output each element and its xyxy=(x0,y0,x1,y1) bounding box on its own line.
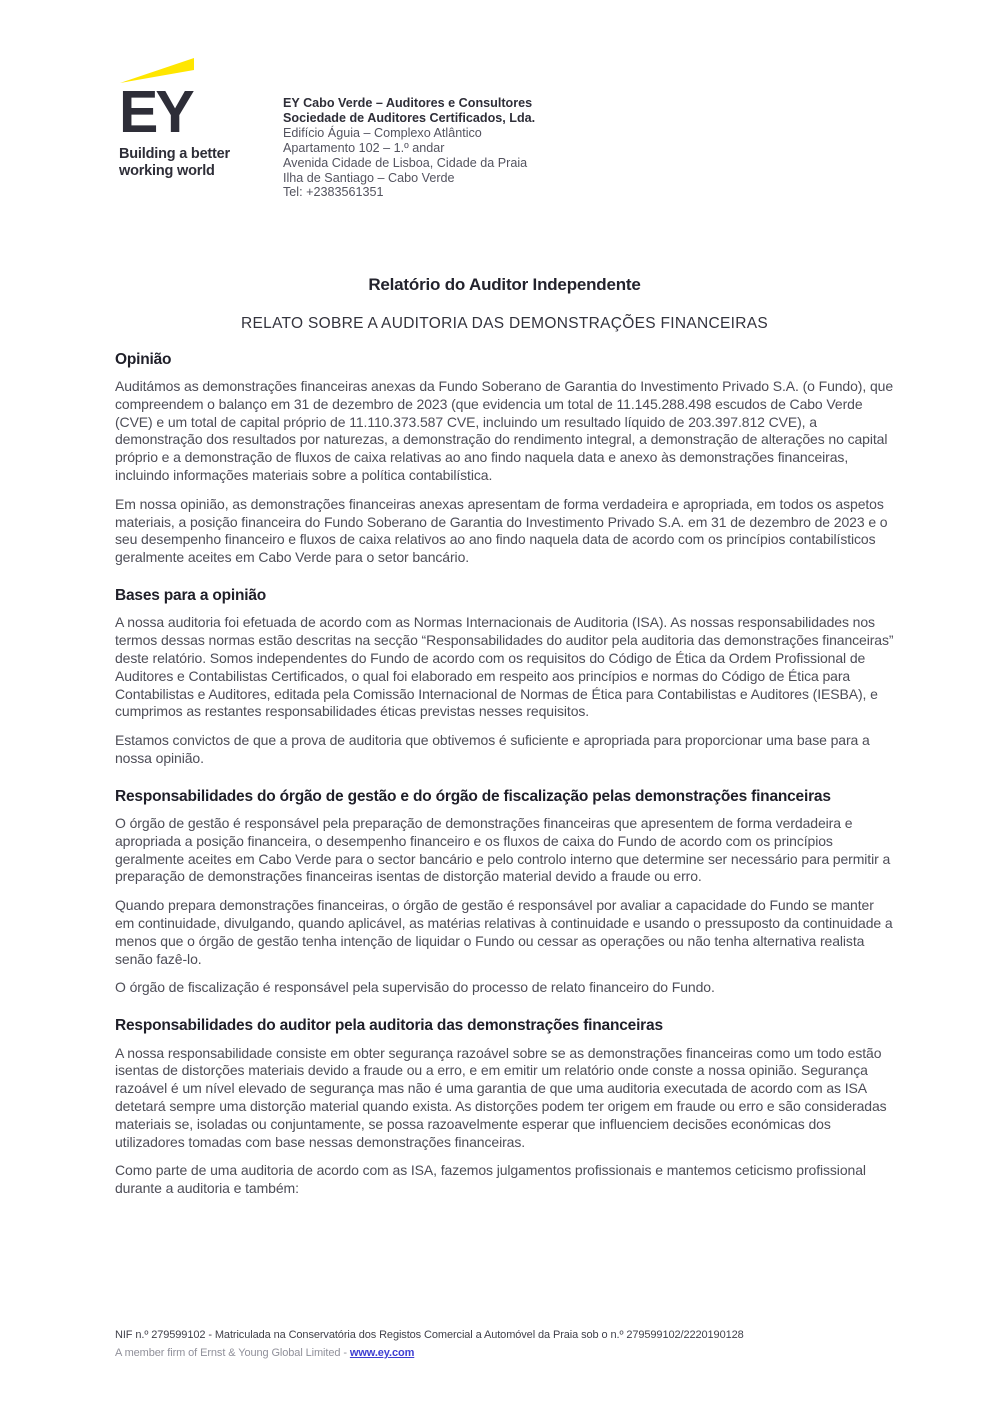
section-responsabilidades-gestao xyxy=(115,787,894,998)
section-bases-opiniao xyxy=(115,586,894,768)
address-line-street: Avenida Cidade de Lisboa, Cidade da Praia xyxy=(283,155,528,170)
member-firm-text: A member firm of Ernst & Young Global Limited - xyxy=(115,1347,350,1359)
ey-website-link[interactable]: www.ey.com xyxy=(349,1347,415,1359)
member-firm-line xyxy=(115,1347,895,1359)
paragraph: Auditámos as demonstrações financeiras anexas da Fundo Soberano de Garantia do Investimento Privado S.A. (o Fundo), que compreendem o balanço em 31 de dezembro de 2023 (que evidencia um total de 11.145.288.498 escudos de Cabo Verde (CVE) e um total de capital próprio de 11.110.373.587 CVE, incluindo um resultado líquido de 203.397.812 CVE), a demonstração dos resultados por naturezas, a demonstração do rendimento integral, a demonstração de alterações no capital próprio e a demonstração de fluxos de caixa relativas ao ano findo naquela data e anexo às demonstrações financeiras, incluindo informações materiais sobre a política contabilística. xyxy=(115,377,894,483)
ey-logo-tagline xyxy=(119,146,279,180)
section-heading: Responsabilidades do órgão de gestão e do órgão de fiscalização pelas demonstrações financeiras xyxy=(115,787,831,805)
paragraph: A nossa responsabilidade consiste em obter segurança razoável sobre se as demonstrações financeiras como um todo estão isentas de distorções materiais devido a fraude ou a erro, e em emitir um relatório onde conste a nossa opinião. Segurança razoável é um nível elevado de segurança mas não é uma garantia de que uma auditoria executada de acordo com as ISA detetará sempre uma distorção material quando exista. As distorções podem ter origem em fraude ou erro e são consideradas materiais se, isoladas ou conjuntamente, se possa razoavelmente esperar que influenciem decisões económicas dos utilizadores tomadas com base nessas demonstrações financeiras. xyxy=(115,1044,887,1150)
phone-line: Tel: +2383561351 xyxy=(283,185,384,200)
section-opiniao xyxy=(115,350,894,567)
paragraph: Quando prepara demonstrações financeiras, o órgão de gestão é responsável por avaliar a capacidade do Fundo se manter em continuidade, divulgando, quando aplicável, as matérias relativas à continuidade e usando o pressuposto da continuidade a menos que o órgão de gestão tenha intenção de liquidar o Fundo ou cessar as operações ou não tenha alternativa realista senão fazê-lo. xyxy=(115,897,893,967)
firm-name-line: EY Cabo Verde – Auditores e Consultores xyxy=(283,96,533,110)
paragraph: O órgão de gestão é responsável pela preparação de demonstrações financeiras que apresentem de forma verdadeira e apropriada a posição financeira, o desempenho financeiro e os fluxos de caixa do Fundo de acordo com os princípios geralmente aceites em Cabo Verde para o sector bancário e pelo controlo interno que determine ser necessário para permitir a preparação de demonstrações financeiras isentas de distorção material devido a fraude ou erro. xyxy=(115,815,891,885)
paragraph: Em nossa opinião, as demonstrações financeiras anexas apresentam de forma verdadeira e apropriada, em todos os aspetos materiais, a posição financeira do Fundo Soberano de Garantia do Investimento Privado S.A. em 31 de dezembro de 2023 e o seu desempenho financeiro e fluxos de caixa relativos ao ano findo naquela data de acordo com os princípios contabilísticos geralmente aceites em Cabo Verde para o setor bancário. xyxy=(115,495,888,566)
address-line-island: Ilha de Santiago – Cabo Verde xyxy=(283,170,455,185)
ey-logo xyxy=(119,58,279,180)
tagline-line-2: working world xyxy=(119,163,215,180)
page-footer xyxy=(115,1329,895,1359)
paragraph: A nossa auditoria foi efetuada de acordo com as Normas Internacionais de Auditoria (ISA). As nossas responsabilidades nos termos dessas normas estão descritas na secção “Responsabilidades do auditor pela auditoria das demonstrações financeiras” deste relatório. Somos independentes do Fundo de acordo com os requisitos do Código de Ética da Ordem Profissional de Auditores e Contabilistas Certificados, o qual foi elaborado em respeito aos princípios e normas do Código de Ética para Contabilistas e Auditores, editada pela Comissão Internacional de Normas de Ética para Contabilistas e Auditores (IESBA), e cumprimos as restantes responsabilidades éticas previstas nesses requisitos. xyxy=(115,614,894,720)
address-line-building: Edifício Águia – Complexo Atlântico xyxy=(283,125,482,140)
firm-type-line: Sociedade de Auditores Certificados, Lda. xyxy=(283,110,536,125)
report-title: Relatório do Auditor Independente xyxy=(368,275,641,294)
section-heading: Responsabilidades do auditor pela auditoria das demonstrações financeiras xyxy=(115,1017,663,1035)
tagline-line-1: Building a better xyxy=(119,146,230,162)
paragraph: O órgão de fiscalização é responsável pela supervisão do processo de relato financeiro do Fundo. xyxy=(115,979,715,996)
ey-logo-letters: EY xyxy=(119,79,192,145)
registration-line: NIF n.º 279599102 - Matriculada na Conservatória dos Registos Comercial a Automóvel da Praia sob o n.º 279599102/2220190128 xyxy=(115,1329,744,1341)
letterhead-address xyxy=(283,96,535,200)
paragraph: Como parte de uma auditoria de acordo com as ISA, fazemos julgamentos profissionais e mantemos ceticismo profissional durante a auditoria e também: xyxy=(115,1162,866,1197)
paragraph: Estamos convictos de que a prova de auditoria que obtivemos é suficiente e apropriada para proporcionar uma base para a nossa opinião. xyxy=(115,732,870,766)
section-heading: Bases para a opinião xyxy=(115,586,267,604)
section-responsabilidades-auditor xyxy=(115,1016,894,1198)
report-body xyxy=(115,276,894,1209)
report-subtitle: RELATO SOBRE A AUDITORIA DAS DEMONSTRAÇÕES FINANCEIRAS xyxy=(241,314,768,332)
section-heading: Opinião xyxy=(115,350,172,368)
address-line-apartment: Apartamento 102 – 1.º andar xyxy=(283,140,445,155)
